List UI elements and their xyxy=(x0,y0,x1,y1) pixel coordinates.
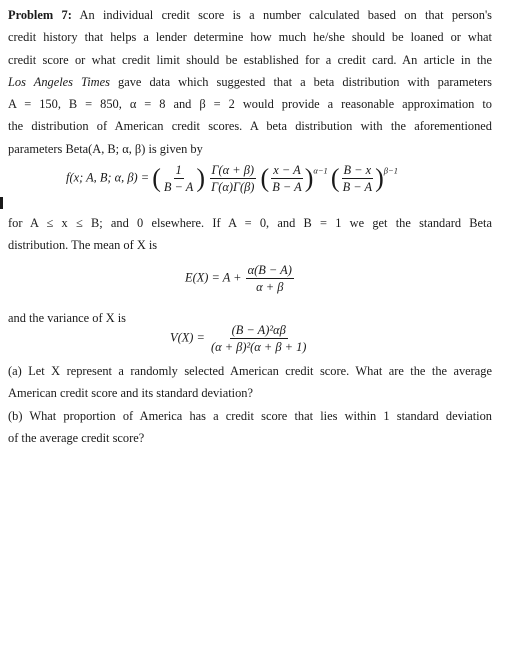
distribution-line: the distribution of American credit scores. A beta distribution with the aforementioned xyxy=(8,119,492,134)
support-line-2: distribution. The mean of X is xyxy=(8,238,158,253)
variance-lhs: V(X) = xyxy=(170,330,205,345)
mean-lhs: E(X) = A + xyxy=(185,270,242,285)
mean-equation xyxy=(185,263,295,294)
pdf-exponent-1: α−1 xyxy=(313,165,328,176)
problem-statement xyxy=(8,4,492,160)
pdf-fraction-3: $\frac{x - A}{B - A}$ xyxy=(272,163,302,194)
params-line: A = 150, B = 850, α = 8 and β = 2 would provide a reasonable approximation to xyxy=(8,97,492,112)
problem-label: Problem 7: xyxy=(8,8,72,22)
intro-line-3: credit score or what credit limit should be established for a credit card. An article in the xyxy=(8,52,492,67)
part-b-line-1: (b) What proportion of America has a credit score that lies within 1 standard deviation xyxy=(8,408,492,423)
variance-fraction: $\frac{\text{(B − A)²αβ}}{\text{(α + β)²(α + β + 1)}}$ xyxy=(210,323,307,354)
variance-intro: and the variance of X is xyxy=(8,311,127,325)
source-name: Los Angeles Times xyxy=(8,74,110,89)
variance-equation xyxy=(170,323,309,354)
margin-mark xyxy=(0,197,3,209)
support-line-1: for A ≤ x ≤ B; and 0 elsewhere. If A = 0, and B = 1 we get the standard Beta xyxy=(8,216,492,230)
mean-fraction: $\frac{\alpha(B - A)}{\alpha + \beta}$ xyxy=(247,263,292,294)
given-line: parameters Beta(A, B; α, β) is given by xyxy=(8,141,203,156)
pdf-fraction-1: $\frac{1}{B - A}$ xyxy=(163,163,194,194)
pdf-fraction-4: $\frac{B - x}{B - A}$ xyxy=(342,163,373,194)
part-a-line-2: American credit score and its standard deviation? xyxy=(8,386,253,401)
question-parts xyxy=(8,360,492,449)
support-text xyxy=(8,212,492,257)
beta-pdf-equation: f(x; A, B; α, β) = ( $\frac{1}{B - A}$ ) $\frac{\Gamma(\alpha + \beta)}{\Gamma(\alpha)\Gamma(\beta)}$ ( $\frac{x - A}{B - A}$ )$^{\alpha-1}$ ( $\frac{B - x}{B - A}$ )$^{\beta-1}$ xyxy=(66,163,398,194)
intro-line-2: credit history that helps a lender determine how much he/she should be loaned or what xyxy=(8,30,492,45)
part-b-line-2: of the average credit score? xyxy=(8,430,145,445)
source-line: Los Angeles Times gave data which suggested that a beta distribution with parameters xyxy=(8,74,492,89)
pdf-exponent-2: β−1 xyxy=(383,165,398,176)
intro-line-1: Problem 7: An individual credit score is a number calculated based on that person's xyxy=(8,8,492,22)
part-a-line-1: (a) Let X represent a randomly selected American credit score. What are the the average xyxy=(8,364,492,378)
pdf-lhs: f(x; A, B; α, β) = xyxy=(66,170,150,185)
pdf-fraction-gamma: $\frac{\Gamma(\alpha + \beta)}{\Gamma(\alpha)\Gamma(\beta)}$ xyxy=(211,163,255,194)
